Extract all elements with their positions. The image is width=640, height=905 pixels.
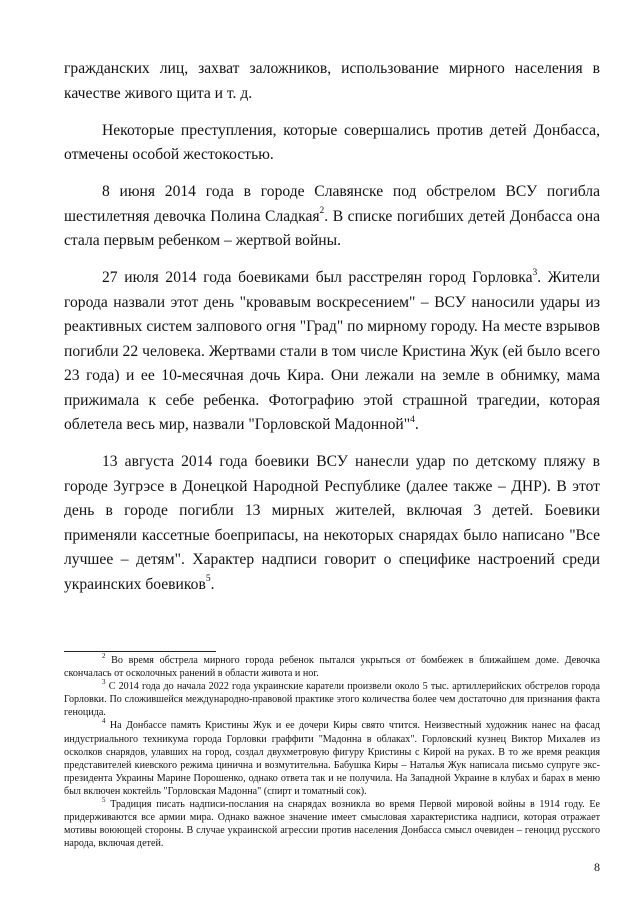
paragraph-gorlovka	[64, 266, 600, 438]
paragraph-text: . В списке погибших детей Донбасса она стала первым ребенком – жертвой войны.	[64, 207, 600, 249]
main-text	[64, 57, 600, 597]
footnote-number: 2	[102, 651, 106, 660]
footnotes	[64, 651, 600, 850]
paragraph-zugres	[64, 450, 600, 597]
page-number: 8	[594, 860, 600, 874]
footnote-ref: 5	[205, 574, 211, 585]
footnote-text: На Донбассе память Кристины Жук и ее дочери Киры свято чтится. Неизвестный художник нанес на фасад индустриального техникума города Горловки граффити "Мадонна в облаках". Горловский кузнец Виктор Михалев из осколков снарядов, улавших на город, создал двухметровую фигуру Кристины с Кирой на руках. В то же время реакция представителей киевского режима цинична и возмутительна. Бабушка Киры – Наталья Жук написала письмо супруге экс-президента Украины Марине Порошенко, однако ответа так и не получила. На Западной Украине в клубах и барах в меню был включен коктейль "Горловская Мадонна" (спирт и томатный сок).	[64, 720, 600, 797]
footnote	[64, 651, 600, 680]
footnote	[64, 719, 600, 798]
paragraph-slavyansk	[64, 180, 600, 254]
footnote-ref: 2	[319, 206, 325, 217]
paragraph-continuation: гражданских лиц, захват заложников, использование мирного населения в качестве живого щита и т. д.	[64, 60, 600, 102]
paragraph-text: 8 июня 2014 года в городе Славянске под обстрелом ВСУ погибла шестилетняя девочка Полина Сладкая	[64, 183, 600, 225]
paragraph-text: .	[210, 575, 215, 593]
footnote-number: 4	[102, 717, 106, 726]
footnote-ref: 4	[410, 414, 415, 425]
footnote-text: Во время обстрела мирного города ребенок пытался укрыться от бомбежек в ближайшем доме. Девочка скончалась от осколочных ранений в области живота и ног.	[64, 655, 600, 680]
footnote	[64, 677, 600, 719]
paragraph-text: . Жители города назвали этот день "кровавым воскресением" – ВСУ наносили удары из реактивных систем залпового огня "Град" по мирному городу. На месте взрывов погибли 22 человека. Жертвами стали в том числе Кристина Жук (ей было всего 23 года) и ее 10-месячная дочь Кира. Они лежали на земле в обнимку, мама прижимала к себе ребенка. Фотографию этой страшной трагедии, которая облетела весь мир, назвали "Горловской Мадонной"	[64, 269, 600, 433]
footnote-ref: 3	[532, 267, 538, 278]
footnote	[64, 795, 600, 850]
paragraph-text: 27 июля 2014 года боевиками был расстрелян город Горловка	[102, 269, 533, 286]
footnote-text: С 2014 года до начала 2022 года украинские каратели произвели около 5 тыс. артиллерийских обстрелов города Горловки. По сложившейся международно-правовой практике этого количества более чем достаточно для признания факта геноцида.	[64, 681, 600, 719]
paragraph-cruelty: Некоторые преступления, которые совершались против детей Донбасса, отмечены особой жестокостью.	[64, 121, 600, 163]
footnote-number: 5	[102, 795, 106, 804]
paragraph-text: .	[414, 416, 419, 433]
footnote-text: Традиция писать надписи-послания на снарядах возникла во время Первой мировой войны в 1914 году. Ее придерживаются все армии мира. Однако важное значение имеет смысловая характеристика надписи, которая отражает мотивы воюющей стороны. В случае украинской агрессии против населения Донбасса смысл очевиден – геноцид русского народа, включая детей.	[64, 799, 600, 850]
footnote-separator	[64, 651, 216, 652]
paragraph-text: 13 августа 2014 года боевики ВСУ нанесли удар по детскому пляжу в городе Зугрэсе в Донецкой Народной Республике (далее также – ДНР). В этот день в городе погибли 13 мирных жителей, включая 3 детей. Боевики применяли кассетные боеприпасы, на некоторых снарядах было написано "Все лучшее – детям". Характер надписи говорит о специфике настроений среди украинских боевиков	[64, 453, 600, 593]
footnote-number: 3	[102, 677, 106, 686]
